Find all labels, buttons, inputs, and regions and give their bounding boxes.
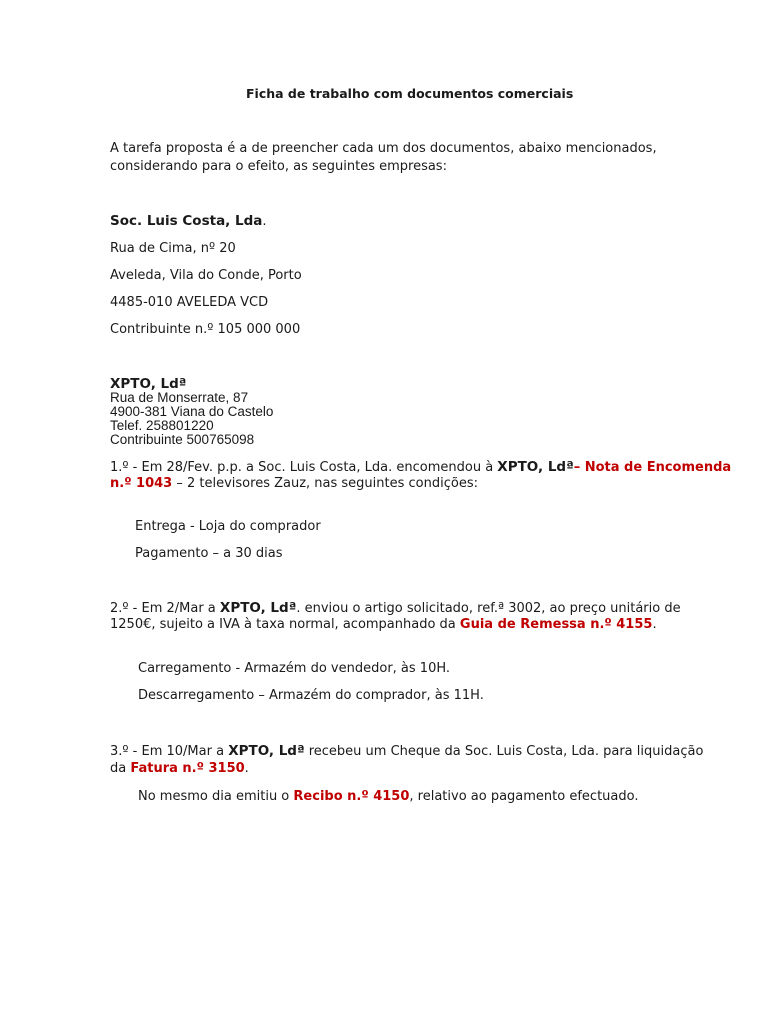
item2-end: . (652, 617, 657, 632)
company1-name-suffix: . (262, 214, 267, 229)
document-title: Ficha de trabalho com documentos comerciais (246, 86, 574, 101)
item3-doc: Fatura n.º 3150 (130, 761, 245, 776)
item1-doc-line-2: n.º 1043 (110, 476, 173, 491)
company2-street: Rua de Monserrate, 87 (110, 390, 249, 405)
item2-rest-1: . enviou o artigo solicitado, ref.ª 3002, ao preço unitário de (296, 601, 681, 616)
company1-street: Rua de Cima, nº 20 (110, 241, 236, 256)
company2-tax: Contribuinte 500765098 (110, 432, 255, 447)
company1-name: Soc. Luis Costa, Lda (110, 213, 263, 229)
item2-doc: Guia de Remessa n.º 4155 (459, 617, 653, 632)
item2-loading: Carregamento - Armazém do vendedor, às 10H. (138, 661, 451, 676)
company1-postal: 4485-010 AVELEDA VCD (110, 295, 269, 310)
company2-name: XPTO, Ldª (110, 376, 187, 392)
item2-company: XPTO, Ldª (219, 600, 297, 616)
item2-line-2 (110, 617, 657, 632)
item1-company: XPTO, Ldª (497, 459, 574, 475)
item3-receipt-doc: Recibo n.º 4150 (293, 789, 410, 804)
company1-name-line (110, 213, 267, 229)
item2-rest-2: 1250€, sujeito a IVA à taxa normal, acompanhado da (110, 617, 460, 632)
item1-payment: Pagamento – a 30 dias (135, 546, 283, 561)
item3-receipt-line (138, 789, 638, 804)
item1-rest: – 2 televisores Zauz, nas seguintes condições: (172, 476, 478, 491)
company2-phone: Telef. 258801220 (110, 418, 214, 433)
item1-line-2 (110, 476, 478, 491)
intro-line-2: considerando para o efeito, as seguintes empresas: (110, 159, 447, 174)
item3-rest-1: recebeu um Cheque da Soc. Luis Costa, Lda. para liquidação (304, 744, 704, 759)
item3-receipt-prefix: No mesmo dia emitiu o (138, 789, 294, 804)
item1-delivery: Entrega - Loja do comprador (135, 519, 321, 534)
intro-line-1: A tarefa proposta é a de preencher cada um dos documentos, abaixo mencionados, (110, 141, 657, 156)
item1-doc-line-1: – Nota de Encomenda (573, 460, 732, 475)
company1-city: Aveleda, Vila do Conde, Porto (110, 268, 302, 283)
item3-rest-2: da (110, 761, 131, 776)
item2-unloading: Descarregamento – Armazém do comprador, às 11H. (138, 688, 484, 703)
item1-prefix: 1.º - Em 28/Fev. p.p. a Soc. Luis Costa, Lda. encomendou à (110, 460, 498, 475)
item3-end: . (244, 761, 249, 776)
item2-prefix: 2.º - Em 2/Mar a (110, 601, 220, 616)
item3-receipt-rest: , relativo ao pagamento efectuado. (409, 789, 639, 804)
item3-line-1 (110, 743, 703, 759)
item3-line-2 (110, 761, 249, 776)
company2-postal: 4900-381 Viana do Castelo (110, 404, 274, 419)
item3-prefix: 3.º - Em 10/Mar a (110, 744, 229, 759)
item2-line-1 (110, 600, 681, 616)
item1-line-1 (110, 459, 731, 475)
item3-company: XPTO, Ldª (228, 743, 305, 759)
company1-tax: Contribuinte n.º 105 000 000 (110, 322, 301, 337)
